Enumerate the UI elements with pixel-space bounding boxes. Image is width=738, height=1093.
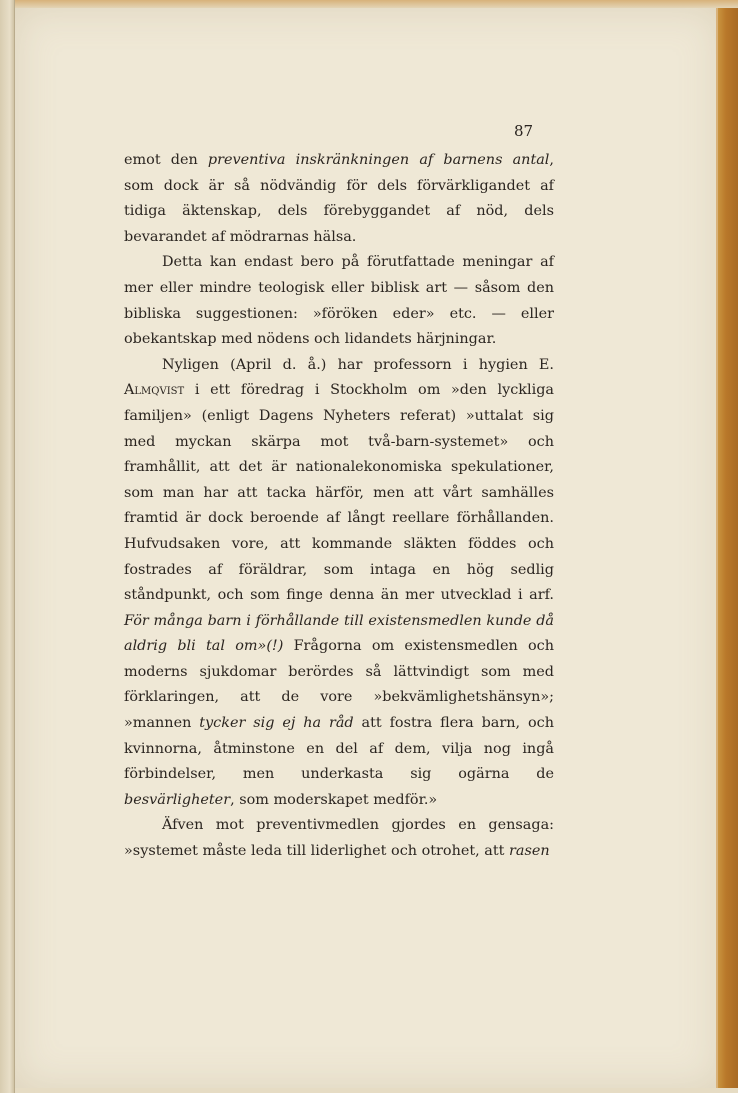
page-number: 87 <box>514 122 534 140</box>
paragraph-p2 <box>124 250 554 352</box>
text-segment: i ett föredrag i Stockholm om »den lyckliga familjen» (enligt Dagens Nyheters referat) »uttalat sig med myckan skärpa mot två-barn-systemet» och framhållit, att det är nationalekonomiska spekulationer, som man har att tacka härför, men att vårt samhälles framtid är dock beroende af långt reellare förhållanden. Hufvudsaken vore, att kommande släkten föddes och fostrades af föräldrar, som intaga en hög sedlig ståndpunkt, och som finge denna än mer utvecklad i arf. <box>124 382 554 604</box>
fore-edge <box>716 8 738 1088</box>
paragraph-p1 <box>124 148 554 250</box>
paragraph-p4 <box>124 813 554 864</box>
text-segment: tycker sig ej ha råd <box>199 715 354 732</box>
text-segment: , som moderskapet medför.» <box>230 791 438 808</box>
text-segment: preventiva inskränkningen af barnens antal <box>207 152 550 168</box>
text-segment: Äfven mot preventivmedlen gjordes en gensaga: »systemet måste leda till liderlighet och otrohet, att <box>124 817 554 860</box>
text-segment: rasen <box>509 843 550 860</box>
text-segment: Nyligen (April d. å.) har professorn i hygien E. <box>162 356 554 373</box>
gutter-edge <box>0 0 15 1093</box>
paragraph-p3 <box>124 353 554 814</box>
text-segment: Detta kan endast bero på förutfattade meningar af mer eller mindre teologisk eller biblisk art — såsom den bibliska suggestionen: »föröken eder» etc. — eller obekantskap med nödens och lidandets härjningar. <box>124 254 554 348</box>
text-segment: , som dock är så nödvändig för dels förvärkligandet af tidiga äktenskap, dels förebyggandet af nöd, dels bevarandet af mödrarnas hälsa. <box>124 152 554 245</box>
text-segment: emot den <box>124 152 208 168</box>
text-segment: att fostra flera barn, och kvinnorna, åtminstone en del af dem, vilja nog ingå förbindelser, men underkasta sig ogärna de <box>124 715 554 783</box>
text-segment: besvärligheter <box>124 791 231 808</box>
text-segment: Almqvist <box>124 382 185 399</box>
text-segment: För många barn i förhållande till existensmedlen kunde då aldrig bli tal om»(!) <box>124 612 554 655</box>
body-text <box>124 148 554 865</box>
text-segment: Frågorna om existensmedlen och moderns sjukdomar berördes så lättvindigt som med förklaringen, att de vore »bekvämlighetshänsyn»; »mannen <box>124 638 554 732</box>
